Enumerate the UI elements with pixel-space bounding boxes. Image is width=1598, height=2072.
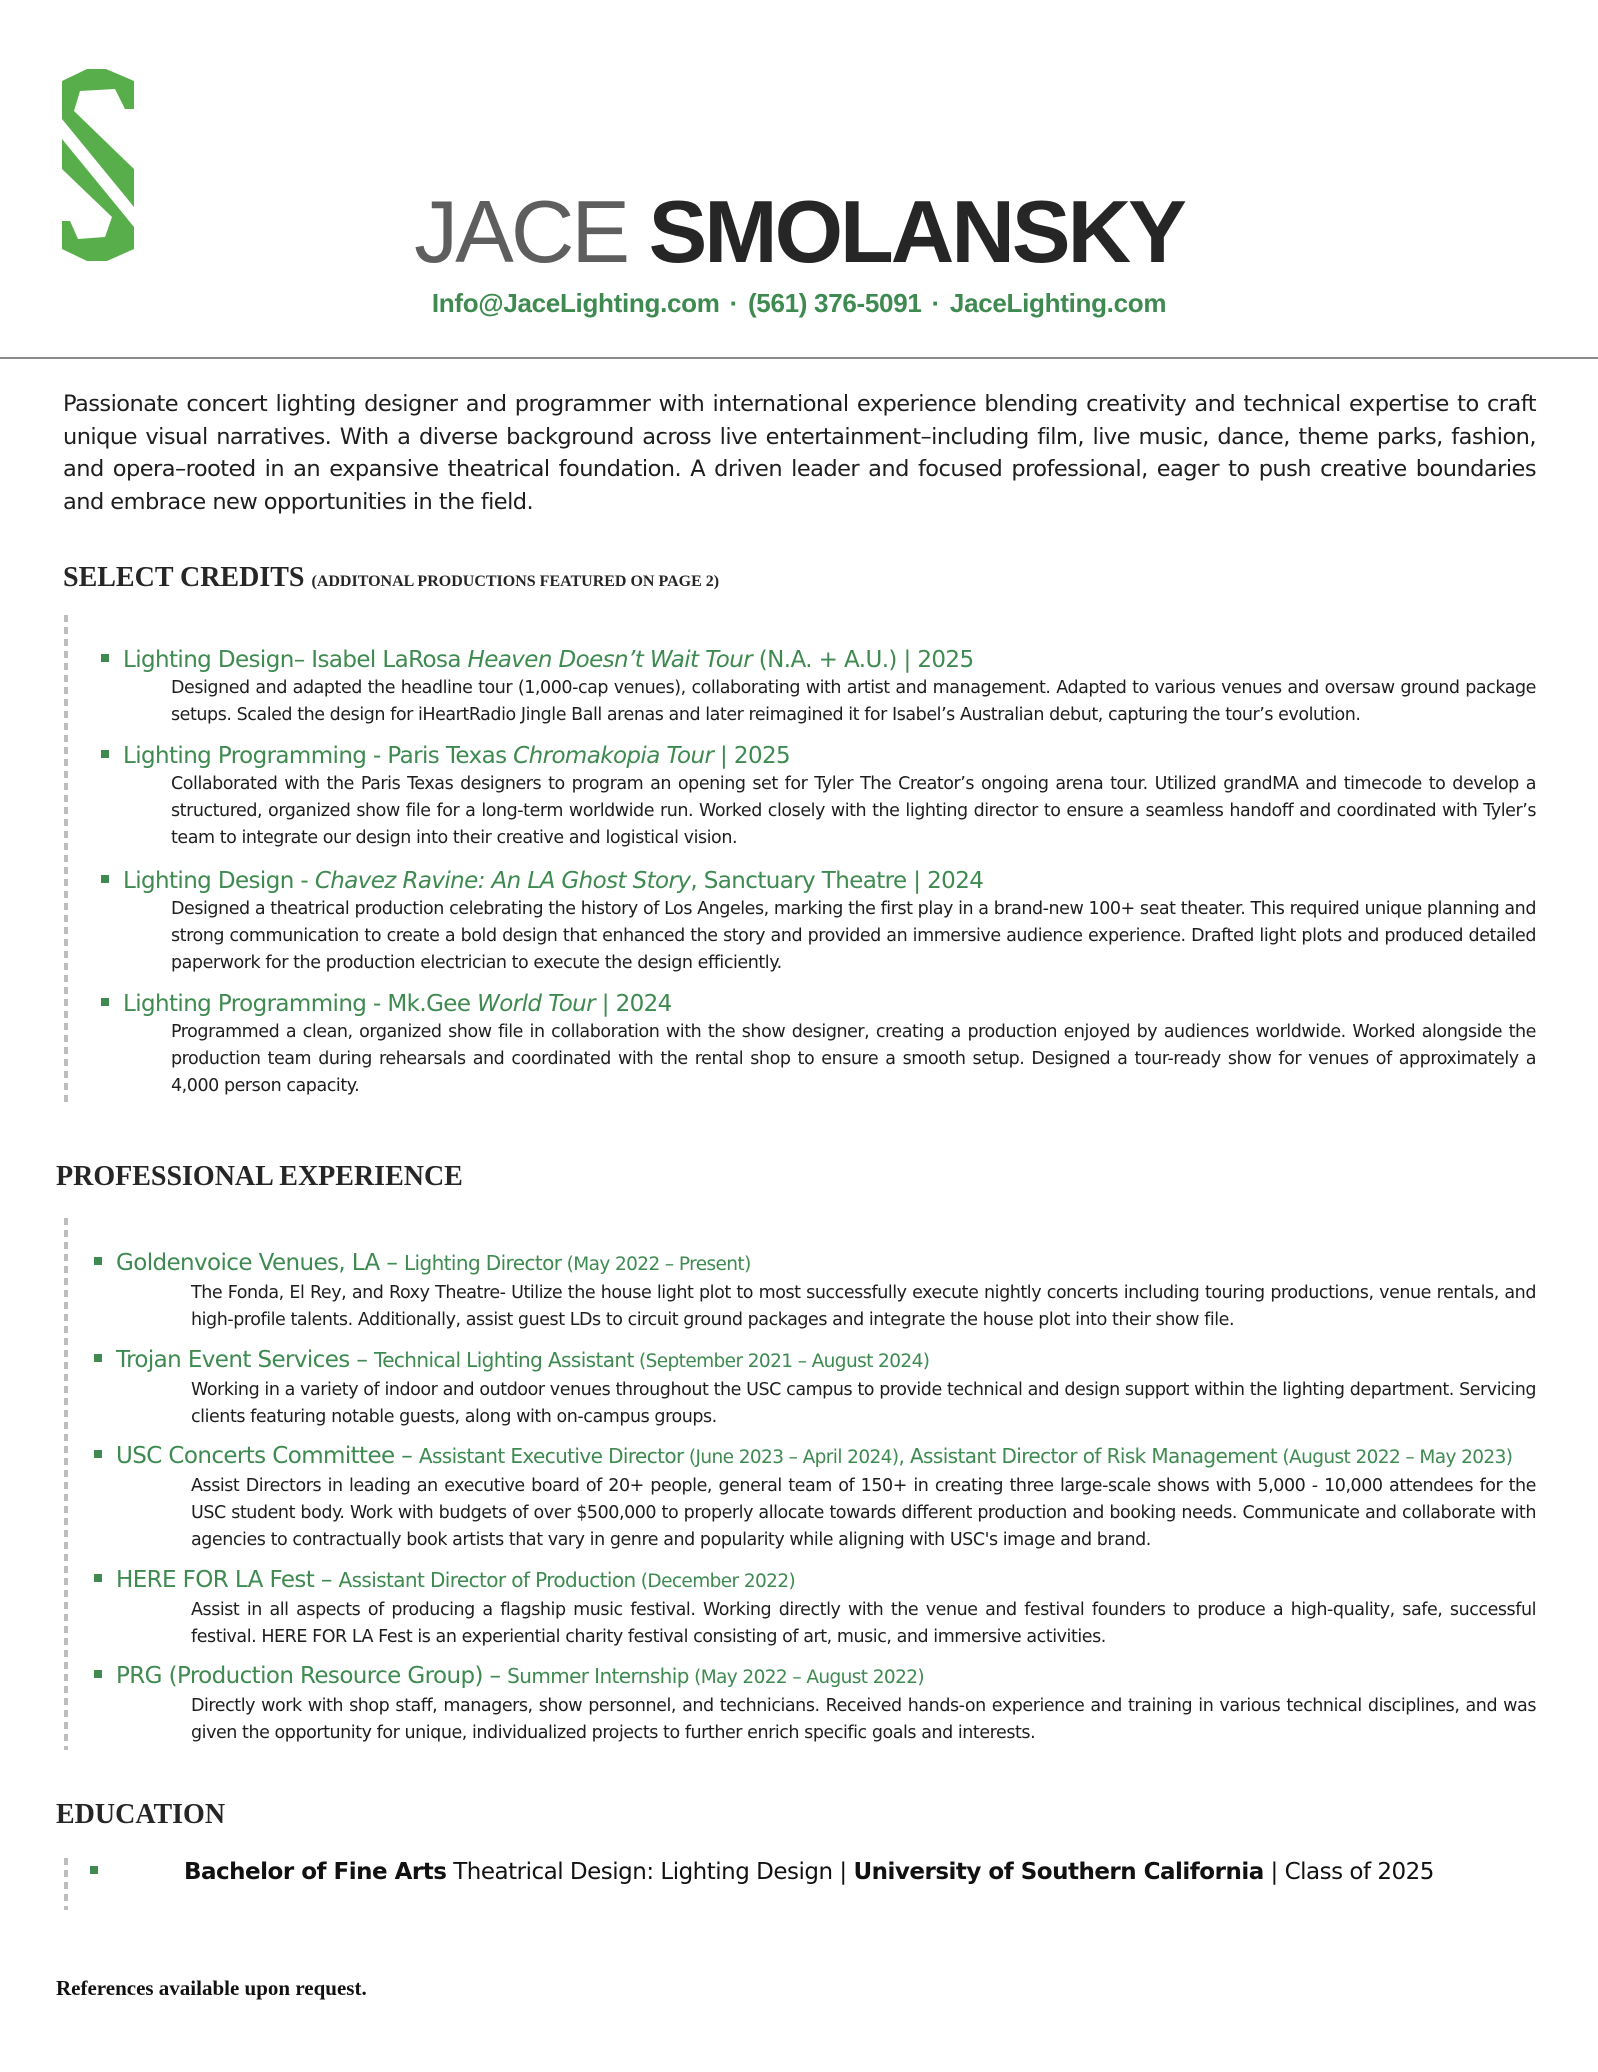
bullet-icon <box>94 1257 102 1265</box>
experience-heading: PRG (Production Resource Group) – Summer Internship (May 2022 – August 2022) <box>94 1661 1536 1693</box>
section-title-education: EDUCATION <box>56 1799 226 1830</box>
experience-description: Working in a variety of indoor and outdoor venues throughout the USC campus to provide technical and design support within the lighting department. Servicing clients featuring notable guests, along with on-campus groups. <box>191 1380 1536 1427</box>
experience-item <box>94 1345 1536 1431</box>
degree: Bachelor of Fine Arts <box>184 1859 447 1885</box>
school: University of Southern California <box>853 1859 1264 1885</box>
references-note: References available upon request. <box>56 1976 367 2000</box>
candidate-name <box>0 182 1598 282</box>
credit-description: Designed and adapted the headline tour (1,000-cap venues), collaborating with artist and management. Adapted to various venues and oversaw ground package setups. Scaled the design for iHeartRadio Jingle Ball arenas and later reimagined it for Isabel’s Australian debut, capturing the tour’s evolution. <box>171 678 1536 725</box>
bullet-icon <box>101 750 109 758</box>
last-name: SMOLANSKY <box>648 182 1184 281</box>
bullet-icon <box>101 875 109 883</box>
credit-item <box>101 741 1536 852</box>
header-divider <box>0 357 1598 359</box>
separator: · <box>729 288 738 318</box>
credit-heading: Lighting Programming - Paris Texas Chromakopia Tour | 2025 <box>101 741 1536 771</box>
website-link[interactable]: JaceLighting.com <box>949 288 1167 318</box>
credit-description: Designed a theatrical production celebrating the history of Los Angeles, marking the first play in a brand-new 100+ seat theater. This required unique planning and strong communication to create a bold design that enhanced the story and provided an immersive audience experience. Drafted light plots and produced detailed paperwork for the production electrician to execute the design efficiently. <box>171 899 1536 973</box>
field-of-study: Theatrical Design: Lighting Design | <box>446 1859 854 1885</box>
experience-heading: Goldenvoice Venues, LA – Lighting Director (May 2022 – Present) <box>94 1248 1536 1280</box>
experience-description: The Fonda, El Rey, and Roxy Theatre- Utilize the house light plot to most successfully execute nightly concerts including touring productions, venue rentals, and high-profile talents. Additionally, assist guest LDs to circuit ground packages and integrate the house plot into their show file. <box>191 1283 1536 1330</box>
experience-item <box>94 1248 1536 1334</box>
credit-description: Programmed a clean, organized show file in collaboration with the show designer, creating a production enjoyed by audiences worldwide. Worked alongside the production team during rehearsals and coordinated with the rental shop to ensure a smooth setup. Designed a tour-ready show for venues of approximately a 4,000 person capacity. <box>171 1022 1536 1096</box>
email-link[interactable]: Info@JaceLighting.com <box>431 288 720 318</box>
experience-heading: Trojan Event Services – Technical Lighting Assistant (September 2021 – August 2024) <box>94 1345 1536 1377</box>
education-item <box>90 1857 1434 1887</box>
experience-description: Assist in all aspects of producing a flagship music festival. Working directly with the venue and festival founders to produce a high-quality, safe, successful festival. HERE FOR LA Fest is an experiential charity festival consisting of art, music, and immersive activities. <box>191 1600 1536 1647</box>
phone-number[interactable]: (561) 376-5091 <box>747 288 922 318</box>
credit-heading: Lighting Programming - Mk.Gee World Tour | 2024 <box>101 989 1536 1019</box>
credit-heading: Lighting Design - Chavez Ravine: An LA Ghost Story, Sanctuary Theatre | 2024 <box>101 866 1536 896</box>
credits-heading: SELECT CREDITS <box>63 562 305 593</box>
bullet-icon <box>101 654 109 662</box>
bullet-icon <box>94 1670 102 1678</box>
separator: · <box>931 288 940 318</box>
education-rail <box>64 1858 68 1910</box>
section-title-credits <box>63 562 719 598</box>
experience-rail <box>64 1218 68 1750</box>
summary-paragraph: Passionate concert lighting designer and programmer with international experience blending creativity and technical expertise to craft unique visual narratives. With a diverse background across live entertainment–including film, live music, dance, theme parks, fashion, and opera–rooted in an expansive theatrical foundation. A driven leader and focused professional, eager to push creative boundaries and embrace new opportunities in the field. <box>63 391 1536 515</box>
bullet-icon <box>94 1354 102 1362</box>
experience-item <box>94 1441 1536 1554</box>
bullet-icon <box>94 1574 102 1582</box>
first-name: JACE <box>414 182 628 281</box>
experience-heading: HERE FOR LA Fest – Assistant Director of Production (December 2022) <box>94 1565 1536 1597</box>
experience-item <box>94 1565 1536 1651</box>
experience-heading: USC Concerts Committee – Assistant Executive Director (June 2023 – April 2024), Assistant Director of Risk Management (August 2022 – May 2023) <box>94 1441 1536 1473</box>
credits-subheading: (ADDITONAL PRODUCTIONS FEATURED ON PAGE 2) <box>311 573 720 590</box>
credit-item <box>101 989 1536 1100</box>
experience-description: Assist Directors in leading an executive board of 20+ people, general team of 150+ in creating three large-scale shows with 5,000 - 10,000 attendees for the USC student body. Work with budgets of over $500,000 to properly allocate towards different production and booking needs. Communicate and collaborate with agencies to contractually book artists that vary in genre and popularity while aligning with USC's image and brand. <box>191 1476 1536 1550</box>
graduation-year: | Class of 2025 <box>1263 1859 1434 1885</box>
contact-line <box>0 286 1598 320</box>
credit-item <box>101 866 1536 977</box>
bullet-icon <box>94 1450 102 1458</box>
credit-heading: Lighting Design– Isabel LaRosa Heaven Doesn’t Wait Tour (N.A. + A.U.) | 2025 <box>101 645 1536 675</box>
credit-description: Collaborated with the Paris Texas designers to program an opening set for Tyler The Creator’s ongoing arena tour. Utilized grandMA and timecode to develop a structured, organized show file for a long-term worldwide run. Worked closely with the lighting director to ensure a seamless handoff and coordinated with Tyler’s team to integrate our design into their creative and logistical vision. <box>171 774 1536 848</box>
bullet-icon <box>101 998 109 1006</box>
experience-item <box>94 1661 1536 1747</box>
credits-rail <box>64 615 68 1103</box>
credit-item <box>101 645 1536 729</box>
section-title-experience: PROFESSIONAL EXPERIENCE <box>56 1161 463 1192</box>
bullet-icon <box>90 1866 98 1874</box>
experience-description: Directly work with shop staff, managers, show personnel, and technicians. Received hands-on experience and training in various technical disciplines, and was given the opportunity for unique, individualized projects to further enrich specific goals and interests. <box>191 1696 1536 1743</box>
